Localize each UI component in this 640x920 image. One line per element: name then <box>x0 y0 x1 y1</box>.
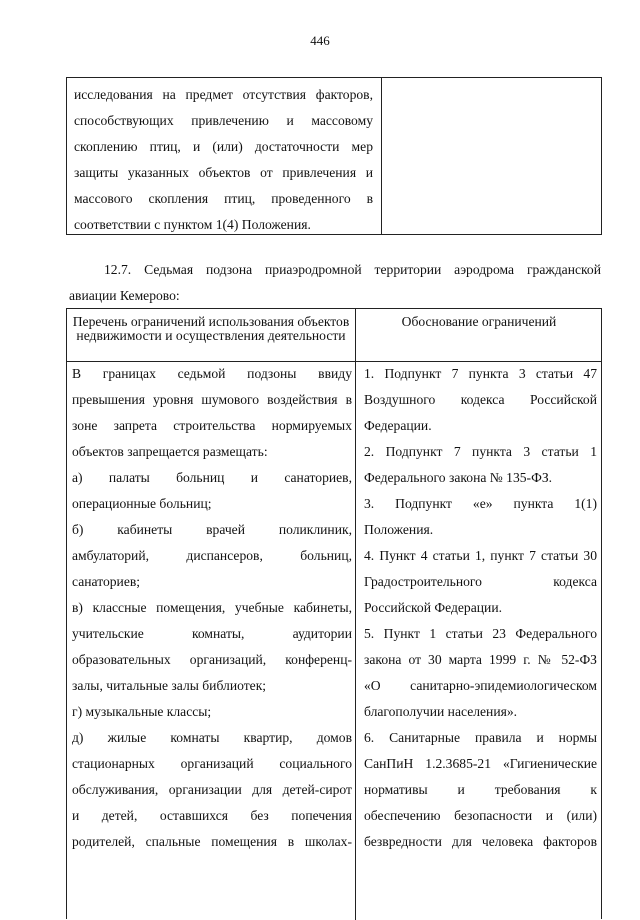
justification-line: благополучии населения». <box>364 704 518 719</box>
column-divider <box>355 309 356 920</box>
section-caption-line-2: авиации Кемерово: <box>69 288 180 303</box>
restriction-line: операционные больниц; <box>72 496 212 511</box>
justification-line: «О санитарно-эпидемиологическом <box>364 678 597 693</box>
top-table <box>66 77 602 235</box>
restriction-line: амбулаторий, диспансеров, больниц, <box>72 548 352 563</box>
restriction-line: объектов запрещается размещать: <box>72 444 268 459</box>
section-caption-line-1: 12.7. Седьмая подзона приаэродромной территории аэродрома гражданской <box>104 262 601 277</box>
header-justification: Обоснование ограничений <box>401 314 557 329</box>
top-table-line: массового скопления птиц, проведенного в <box>74 191 373 206</box>
restriction-line: превышения уровня шумового воздействия в <box>72 392 352 407</box>
justification-line: закона от 30 марта 1999 г. № 52-ФЗ <box>364 652 597 667</box>
restriction-line: В границах седьмой подзоны ввиду <box>72 366 352 381</box>
justification-line: СанПиН 1.2.3685-21 «Гигиенические <box>364 756 597 771</box>
restriction-line: залы, читальные залы библиотек; <box>72 678 267 693</box>
top-table-line: защиты указанных объектов от привлечения и <box>74 165 373 180</box>
justification-line: 4. Пункт 4 статьи 1, пункт 7 статьи 30 <box>364 548 597 563</box>
justification-line: обеспечению безопасности и (или) <box>364 808 597 823</box>
restriction-line: и детей, оставшихся без попечения <box>72 808 352 823</box>
justification-line: 2. Подпункт 7 пункта 3 статьи 1 <box>364 444 597 459</box>
justification-line: Воздушного кодекса Российской <box>364 392 597 407</box>
justification-line: Положения. <box>364 522 434 537</box>
restriction-line: стационарных организаций социального <box>72 756 352 771</box>
restriction-line: санаториев; <box>72 574 141 589</box>
justification-line: Российской Федерации. <box>364 600 502 615</box>
header-divider <box>67 361 601 362</box>
restriction-line: образовательных организаций, конференц- <box>72 652 352 667</box>
restriction-line: г) музыкальные классы; <box>72 704 212 719</box>
top-table-line: скоплению птиц, и (или) достаточности мер <box>74 139 373 154</box>
justification-line: Федерации. <box>364 418 432 433</box>
justification-line: Градостроительного кодекса <box>364 574 597 589</box>
top-table-line: соответствии с пунктом 1(4) Положения. <box>74 217 311 232</box>
top-table-line: способствующих привлечению и массовому <box>74 113 373 128</box>
justification-line: Федерального закона № 135-ФЗ. <box>364 470 553 485</box>
restriction-line: родителей, спальные помещения в школах- <box>72 834 352 849</box>
justification-line: 6. Санитарные правила и нормы <box>364 730 597 745</box>
restriction-line: в) классные помещения, учебные кабинеты, <box>72 600 352 615</box>
page-number: 446 <box>310 33 330 48</box>
justification-line: безвредности для человека факторов <box>364 834 597 849</box>
justification-line: 5. Пункт 1 статьи 23 Федерального <box>364 626 597 641</box>
justification-line: 3. Подпункт «е» пункта 1(1) <box>364 496 597 511</box>
justification-line: 1. Подпункт 7 пункта 3 статьи 47 <box>364 366 597 381</box>
restriction-line: учительские комнаты, аудитории <box>72 626 352 641</box>
restriction-line: д) жилые комнаты квартир, домов <box>72 730 352 745</box>
justification-line: нормативы и требования к <box>364 782 597 797</box>
restriction-line: а) палаты больниц и санаториев, <box>72 470 352 485</box>
top-table-left-cell <box>67 78 382 234</box>
top-table-line: исследования на предмет отсутствия факторов, <box>74 87 373 102</box>
restriction-line: обслуживания, организации для детей-сирот <box>72 782 352 797</box>
restrictions-table <box>66 308 602 919</box>
restriction-line: зоне запрета строительства нормируемых <box>72 418 352 433</box>
header-restrictions-list: Перечень ограничений использования объектов недвижимости и осуществления деятельности <box>72 314 350 344</box>
restriction-line: б) кабинеты врачей поликлиник, <box>72 522 352 537</box>
